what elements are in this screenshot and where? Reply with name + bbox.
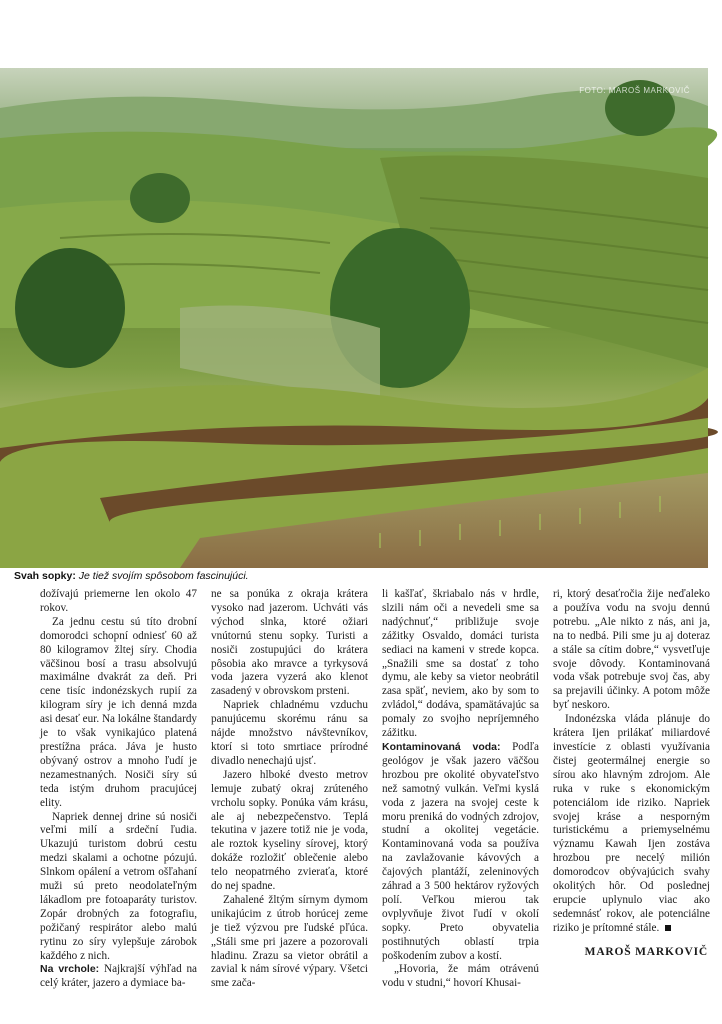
- paragraph: Za jednu cestu sú títo drobní domorodci schopní odniesť 60 až 80 kilogramov žltej síry. Chodia väčšinou bosí a trasu absolvujú maximálne dvakrát za deň. Pri cene tisíc indonézskych rupií za kilogram síry je ich denná mzda asi desať eur. Na lokálne štandardy je to však vynikajúco platená prestížna práca. Jáva je husto obývaný ostrov a mnoho ľudí je nezamestnaných. Nosiči síry sú teda istým druhom pracujúcej elity.: [40, 615, 198, 809]
- caption-text: Je tiež svojím spôsobom fascinujúci.: [78, 570, 249, 582]
- page-top-margin: [0, 0, 722, 68]
- photo-credit: FOTO: MAROŠ MARKOVIČ: [579, 86, 690, 95]
- paragraph-text: Indonézska vláda plánuje do krátera Ijen prilákať miliardové investície z oblasti využívania čistej geotermálnej energie so sírou ako hlavným zdrojom. Ale ruka v ruke s ekonomickým potenciálom ide riziko. Napriek svojej kráse a nesporným turistickému a priemyselnému významu Kawah Ijen zostáva hrozbou pre necelý milión domorodcov obývajúcich svahy okolitých hôr. Od poslednej erupcie uplynulo viac ako sedemnásť rokov, ale potenciálne riziko je prítomné stále.: [553, 713, 710, 934]
- paragraph: [40, 963, 197, 991]
- paragraph: „Hovoria, že mám otrávenú vodu v studni,“ hovorí Khusai-: [382, 963, 539, 990]
- photo-caption: [14, 570, 249, 582]
- paragraph: Jazero hlboké dvesto metrov lemuje zubatý okraj zrúteného vrcholu sopky. Ponúka vám krásu, ale aj nebezpečenstvo. Teplá tekutina v jazere totiž nie je voda, ale roztok kyseliny sírovej, ktorý dokáže rozložiť oblečenie alebo telo neopatrného zvieraťa, ktoré do nej spadne.: [211, 768, 368, 893]
- page-bottom-margin: [0, 1000, 722, 1024]
- paragraph: li kašľať, škriabalo nás v hrdle, slzili nám oči a nevedeli sme sa nadýchnuť,“ približuje svoje zážitky Osvaldo, domáci turista sediaci na kameni v strede kopca. „Snažili sme sa dostať z toho dymu, ale keby sa vietor neobrátil zasa späť, neviem, ako by som to zvládol,“ dodáva, spamätávajúc sa pomaly zo svojho nepríjemného zážitku.: [382, 588, 539, 740]
- paragraph: Napriek dennej drine sú nosiči veľmi milí a srdeční ľudia. Ukazujú turistom dobrú cestu medzi skalami a ochotne pózujú. Slnkom opálení a vetrom ošľahaní muži sú preto neodolateľným lákadlom pre fotoaparáty turistov. Zopár drobných za fotografiu, požičaný respirátor alebo malú rytinu zo síry vylepšuje zárobok každého z nich.: [40, 810, 197, 962]
- author-byline: MAROŠ MARKOVIČ: [584, 946, 708, 958]
- article-column-4: [553, 588, 710, 970]
- paragraph: [553, 713, 710, 936]
- paragraph: dožívajú priemerne len okolo 47 rokov.: [40, 588, 197, 614]
- paragraph: Napriek chladnému vzduchu panujúcemu skorému ránu sa nájde množstvo návštevníkov, ktorí si toto smrtiace prírodné divadlo nenechajú ujsť.: [211, 699, 368, 767]
- caption-label: Svah sopky:: [14, 570, 76, 582]
- subheading: Na vrchole:: [40, 963, 100, 976]
- rice-terrace-photo: [0, 68, 708, 568]
- paragraph-text: Najkrajší výhľad na celý kráter, jazero a dymiace ba-: [40, 963, 198, 990]
- subheading: Kontaminovaná voda:: [382, 740, 501, 753]
- paragraph-text: Podľa geológov je však jazero väčšou hrozbou pre okolité obyvateľstvo než samotný vulkán. Veľmi kyslá voda z jazera na svojej ceste k moru preniká do vodných zdrojov, studní a okolitej vegetácie. Kontaminovaná voda sa používa na zavlažovanie kávových a čajových plantáží, zeleninových záhrad a 3 500 hektárov ryžových polí. Veľkou mierou tak ovplyvňuje život ľudí v okolí sopky. Preto obyvatelia postihnutých oblastí trpia poškodením zubov a kostí.: [382, 740, 539, 962]
- paragraph: Zahalené žltým sírnym dymom unikajúcim z útrob horúcej zeme je tiež výzvou pre ľudské pľúca. „Stáli sme pri jazere a pozorovali hladinu. Zrazu sa vietor obrátil a zavial k nám sírové výpary. Všetci sme zača-: [211, 893, 368, 990]
- article-column-3: [382, 588, 539, 990]
- paragraph: ne sa ponúka z okraja krátera vysoko nad jazerom. Uchváti vás východ slnka, ktoré ožiari vnútornú stenu sopky. Turisti a nosiči zostupujúci do krátera pôsobia ako mravce a tyrkysová voda jazera vyzerá ako klenot zasadený v obrovskom prsteni.: [211, 588, 368, 698]
- article-columns: [40, 588, 710, 990]
- article-column-1: [40, 588, 198, 990]
- paragraph: ri, ktorý desaťročia žije neďaleko a používa vodu na svoju dennú potrebu. „Ale nikto z nás, ani ja, na to nedbá. Pili sme ju aj doteraz a stále sa cítim dobre,“ vysvetľuje svoje dôvody. Kontaminovaná voda však potrebuje svoj čas, aby sa prejavili účinky. A potom môže byť neskoro.: [553, 588, 710, 712]
- photo-illustration: [0, 68, 708, 568]
- end-mark-icon: [665, 925, 671, 931]
- article-column-2: [211, 588, 368, 990]
- paragraph: [382, 741, 539, 964]
